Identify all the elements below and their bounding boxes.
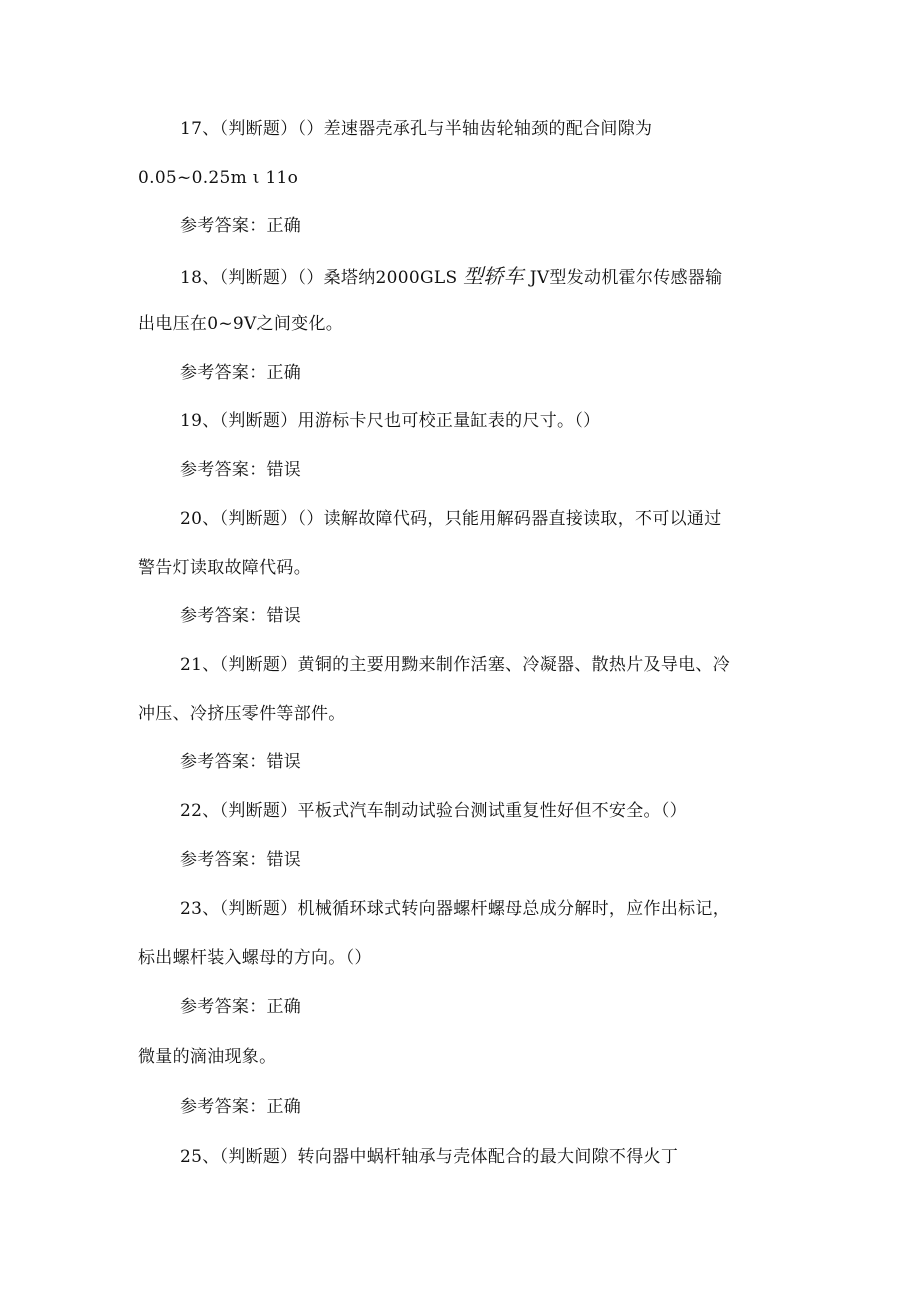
question-18-line-1-c: JV型发动机霍尔传感器输 (524, 268, 723, 288)
question-19-line-1: 19、（判断题）用游标卡尺也可校正量缸表的尺寸。（） (180, 411, 601, 431)
question-24-fragment: 微量的滴油现象。 (138, 1047, 277, 1067)
question-21-answer: 参考答案：错误 (180, 752, 302, 772)
question-22-line-1: 22、（判断题）平板式汽车制动试验台测试重复性好但不安全。（） (180, 801, 687, 821)
question-20-line-1: 20、（判断题）（）读解故障代码，只能用解码器直接读取，不可以通过 (180, 509, 722, 529)
question-23-line-2: 标出螺杆装入螺母的方向。（） (138, 948, 372, 968)
question-22-answer: 参考答案：错误 (180, 850, 302, 870)
question-18-answer: 参考答案：正确 (180, 363, 302, 383)
question-17-answer: 参考答案：正确 (180, 216, 302, 236)
question-24-answer: 参考答案：正确 (180, 1097, 302, 1117)
question-25-line-1: 25、（判断题）转向器中蜗杆轴承与壳体配合的最大间隙不得火丁 (180, 1147, 679, 1167)
question-21-line-2: 冲压、冷挤压零件等部件。 (138, 704, 346, 724)
question-21-line-1: 21、（判断题）黄铜的主要用黝来制作活塞、冷凝器、散热片及导电、冷 (180, 655, 731, 675)
question-20-answer: 参考答案：错误 (180, 606, 302, 626)
question-17-line-1: 17、（判断题）（）差速器壳承孔与半轴齿轮轴颈的配合间隙为 (180, 119, 653, 139)
question-18-line-1 (180, 264, 722, 290)
question-19-answer: 参考答案：错误 (180, 460, 302, 480)
question-23-line-1: 23、（判断题）机械循环球式转向器螺杆螺母总成分解时，应作出标记， (180, 899, 731, 919)
question-17-line-2: 0.05~0.25m ι 11o (138, 168, 299, 188)
question-18-line-1-italic: 型轿车 (463, 264, 525, 288)
question-18-line-1-a: 18、（判断题）（）桑塔纳2000GLS (180, 268, 464, 288)
question-23-answer: 参考答案：正确 (180, 997, 302, 1017)
question-18-line-2: 出电压在0~9V之间变化。 (138, 314, 344, 334)
question-20-line-2: 警告灯读取故障代码。 (138, 558, 311, 578)
